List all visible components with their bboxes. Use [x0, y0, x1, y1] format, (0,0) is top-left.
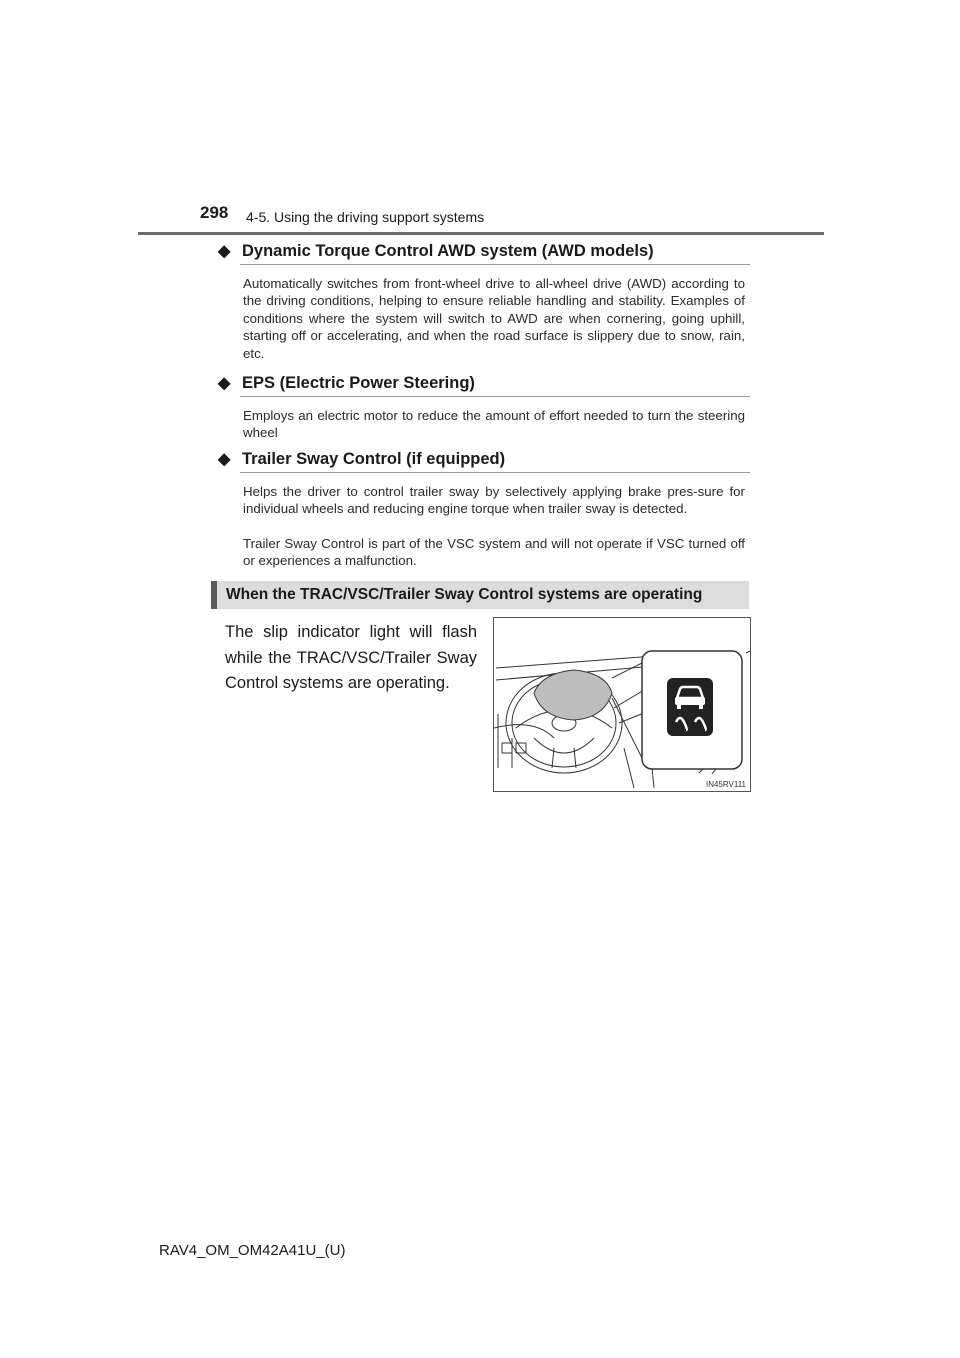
heading-rule: [240, 472, 750, 473]
figure-code: IN45RV111: [705, 780, 746, 789]
heading-rule: [240, 264, 750, 265]
body-trailer-sway: Helps the driver to control trailer sway by selectively applying brake pres-sure for individual wheels and reducing engine torque when trailer sway is detected.: [243, 484, 745, 517]
heading-eps: [218, 373, 475, 393]
dashboard-illustration: [493, 617, 751, 792]
section-title: 4-5. Using the driving support systems: [246, 209, 485, 225]
body-trailer-sway-note: Trailer Sway Control is part of the VSC system and will not operate if VSC turned off or experiences a malfunction.: [243, 536, 745, 569]
heading-trailer-sway: [218, 449, 505, 469]
subsection-banner: When the TRAC/VSC/Trailer Sway Control systems are operating: [211, 581, 749, 609]
body-dynamic-torque: Automatically switches from front-wheel drive to all-wheel drive (AWD) according to the driving conditions, helping to ensure reliable handling and stability. Examples of conditions where the system will switch to AWD are when cornering, going uphill, starting off or accelerating, and when the road surface is slippery due to snow, rain, etc.: [243, 276, 745, 361]
body-eps: Employs an electric motor to reduce the amount of effort needed to turn the steering wheel: [243, 408, 745, 441]
dashboard-drawing: [494, 618, 751, 792]
slip-indicator-icon: [667, 678, 713, 736]
diamond-bullet-icon: ◆: [218, 451, 231, 468]
heading-text: Dynamic Torque Control AWD system (AWD models): [242, 241, 654, 260]
heading-rule: [240, 396, 750, 397]
slip-indicator-paragraph: The slip indicator light will flash while the TRAC/VSC/Trailer Sway Control systems are operating.: [225, 623, 477, 692]
heading-text: Trailer Sway Control (if equipped): [242, 449, 506, 468]
diamond-bullet-icon: ◆: [218, 243, 231, 260]
heading-text: EPS (Electric Power Steering): [242, 373, 475, 392]
diamond-bullet-icon: ◆: [218, 375, 231, 392]
heading-dynamic-torque: [218, 241, 654, 261]
header-rule: [138, 232, 824, 235]
page-number: 298: [200, 203, 229, 222]
document-code: RAV4_OM_OM42A41U_(U): [159, 1242, 346, 1259]
